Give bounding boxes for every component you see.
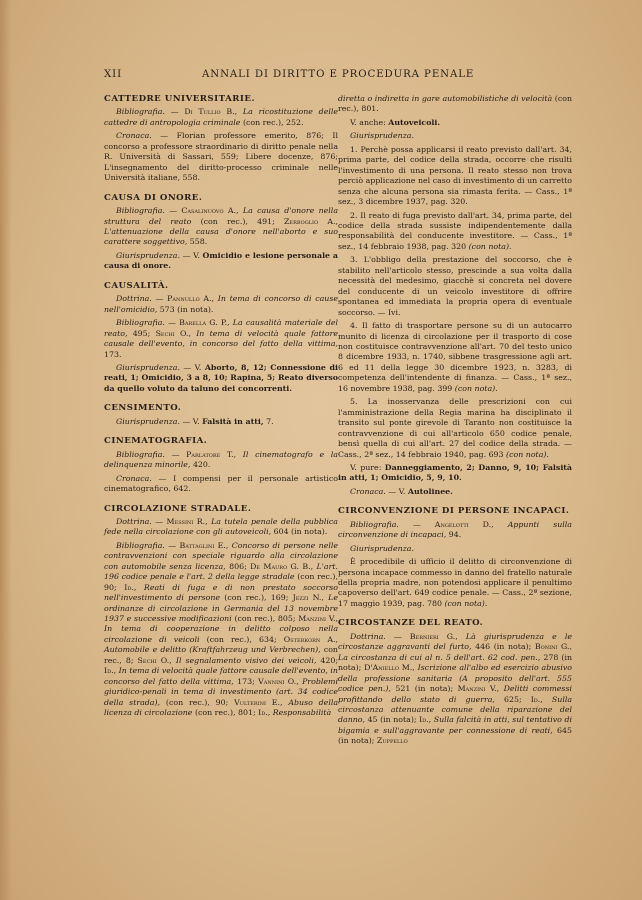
heading-censimento: CENSIMENTO. — [104, 403, 182, 414]
entry-cattedre-cronaca: Cronaca. — Florian professore emerito, 876; Il concorso a professore straordinario di diritto penale nella R. Università di Sassari, 559; Libere docenze, 876; L'insegnamento del diritto-processo criminale nelle Università italiane, 558. — [104, 131, 338, 183]
entry-causa-giurisprudenza: Giurisprudenza. — V. Omicidio e lesione personale a causa di onore. — [104, 250, 339, 271]
page-edge-shadow — [0, 0, 12, 900]
entry-circolazione-dottrina: Dottrina. — Messini R., La tutela penale della pubblica fede nella circolazione con gli autoveicoli, 604 (in nota). — [104, 516, 338, 537]
entry-cinematografia-cronaca: Cronaca. — I compensi per il personale artistico cinematografico, 642. — [104, 473, 338, 494]
entry-circolazione-see-also: V. anche: Autoveicoli. — [350, 117, 441, 127]
heading-cinematografia: CINEMATOGRAFIA. — [104, 436, 208, 447]
heading-circonvenzione: CIRCONVENZIONE DI PERSONE INCAPACI. — [338, 506, 570, 517]
heading-circolazione-stradale: CIRCOLAZIONE STRADALE. — [104, 503, 252, 514]
label-giurisprudenza: Giurisprudenza. — [350, 131, 414, 141]
entry-circolazione-bibliografia: Bibliografia. — Battaglini E., Concorso di persone nelle contravvenzioni con speciale riguardo alla circolazione con automobile senza licenza, 806; De Mauro G. B., L'art. 196 codice penale e l'art. 2 della legge stradale (con rec.), 90; Id., Reati di fuga e di non prestato soccorso nell'investimento di persone (con rec.), 169; Jezzi N., Le ordinanze di circolazione in Germania del 13 novembre 1937 e successive modificazioni (con rec.), 805; Manzini V., In tema di cooperazione in delitto colposo nella circolazione di veicoli (con rec.), 634; Osterkorn A., Automobile e delitto (Kraftfahrzeug und Verbrechen), con rec., 8; Sechi O., Il segnalamento visivo dei veicoli, 420; Id., In tema di velocità quale fattore causale dell'evento, in concorso del fatto della vittima, 173; Vannini O., Problemi giuridico-penali in tema di investimento (art. 34 codice della strada), (con rec.), 90; Vulterini E., Abuso della licenza di circolazione (con rec.), 801; Id., Responsabilità — [104, 540, 339, 718]
left-column — [104, 94, 338, 722]
ruling-4: 4. Il fatto di trasportare persone su di un autocarro munito di licenza di circolazione per il trasporto di cose non costituisce contravvenzione all'art. 70 del testo unico 8 dicembre 1933, n. 1740, sibbene trasgressione agli art. 6 ed 11 della legge 30 dicembre 1923, n. 3283, di competenza dell'intendente di finanza. — Cass., 1ª sez., 16 novembre 1938, pag. 399 (con nota). — [338, 321, 572, 393]
right-column — [338, 94, 572, 750]
entry-causalita-giurisprudenza: Giurisprudenza. — V. Aborto, 8, 12; Connessione di reati, 1; Omicidio, 3 a 8, 10; Rapina, 5; Reato diverso da quello voluto da taluno dei concorrenti. — [104, 362, 339, 393]
running-title: ANNALI DI DIRITTO E PROCEDURA PENALE — [202, 69, 475, 80]
heading-causalita: CAUSALITÀ. — [104, 280, 169, 291]
label-circonvenzione-giurisprudenza: Giurisprudenza. — [350, 543, 414, 553]
entry-circolazione-cronaca: Cronaca. — V. Autolinee. — [350, 486, 453, 496]
entry-circolazione-continued: diretta o indiretta in gare automobilistiche di velocità (con rec.), 801. — [338, 94, 572, 114]
entry-causalita-dottrina: Dottrina. — Pannullo A., In tema di concorso di cause nell'omicidio, 573 (in nota). — [104, 294, 338, 314]
ruling-1: 1. Perchè possa applicarsi il reato previsto dall'art. 34, prima parte, del codice della strada, occorre che risulti l'investimento di una persona. Il reato stesso non trova perciò applicazione nel caso di investimento di un carretto senza che alcuna persona sia rimasta ferita. — Cass., 1ª sez., 3 dicembre 1937, pag. 320. — [338, 144, 572, 207]
heading-circostanze: CIRCOSTANZE DEL REATO. — [338, 618, 484, 629]
heading-causa-onore: CAUSA DI ONORE. — [104, 192, 203, 203]
entry-causalita-bibliografia: Bibliografia. — Barella G. P., La causalità materiale del reato, 495; Sechi O., In tema di velocità quale fattore causale dell'evento, in concorso del fatto della vittima, 173. — [104, 318, 338, 359]
entry-cinematografia-bibliografia: Bibliografia. — Parlatore T., Il cinematografo e la delinquenza minorile, 420. — [104, 449, 338, 470]
entry-cattedre-bibliografia: Bibliografia. — Di Tullio B., La ricostituzione delle cattedre di antropologia criminale (con rec.), 252. — [104, 107, 339, 127]
entry-censimento-giurisprudenza: Giurisprudenza. — V. Falsità in atti, 7. — [116, 416, 274, 426]
ruling-3: 3. L'obbligo della prestazione del soccorso, che è stabilito nell'articolo stesso, prescinde a sua volta dalla necessità del medesimo, giacchè si concreta nel dovere del conducente di un veicolo investitore di offrire spontanea ed immediata la propria opera di eventuale soccorso. — Ivi. — [338, 255, 572, 317]
entry-circonvenzione-ruling: È procedibile di ufficio il delitto di circonvenzione di persona incapace commesso in danno del fratello naturale della propria madre, non potendosi applicare il penultimo capoverso dell'art. 649 codice penale. — Cass., 2ª sezione, 17 maggio 1939, pag. 780 (con nota). — [338, 557, 572, 608]
entry-circonvenzione-bibliografia: Bibliografia. — Angelotti D., Appunti sulla circonvenzione di incapaci, 94. — [338, 519, 572, 540]
entry-circolazione-see-too: V. pure: Danneggiamento, 2; Danno, 9, 10; Falsità in atti, 1; Omicidio, 5, 9, 10. — [338, 462, 573, 483]
ruling-5: 5. La inosservanza delle prescrizioni con cui l'amministrazione della Regia marina ha disciplinato il transito sul ponte girevole di Taranto non costituisce la contravvenzione di cui all'articolo 650 codice penale, bensì quella di cui all'art. 27 del codice della strada. — Cass., 2ª sez., 14 febbraio 1940, pag. 693 (con nota). — [338, 397, 572, 459]
page-number: XII — [104, 69, 123, 80]
heading-cattedre: CATTEDRE UNIVERSITARIE. — [104, 94, 255, 104]
entry-causa-bibliografia: Bibliografia. — Casalinuovo A., La causa d'onore nella struttura del reato (con rec.), 491; Zerboglio A., L'attenuazione della causa d'onore nell'aborto e suo carattere soggettivo, 558. — [104, 206, 338, 247]
ruling-2: 2. Il reato di fuga previsto dall'art. 34, prima parte, del codice della strada sussiste indipendentemente dalla responsabilità del conducente investitore. — Cass., 1ª sez., 14 febbraio 1938, pag. 320 (con nota). — [338, 210, 572, 251]
entry-circostanze-dottrina: Dottrina. — Bernieri G., Là giurisprudenza e le circostanze aggravanti del furto, 446 (in nota); Bonini G., La circostanza di cui al n. 5 dell'art. 62 cod. pen., 278 (in nota); D'Aniello M., Iscrizione all'albo ed esercizio abusivo della professione sanitaria (A proposito dell'art. 555 codice pen.), 521 (in nota); Manzini V., Delitti commessi profittando dello stato di guerra, 625; Id., Sulla circostanza attenuante comune della riparazione del danno, 45 (in nota); Id., Sulla falcità in atti, sul tentativo di bigamia e sull'aggravante per connessione di reati, 645 (in nota); Zuppello — [338, 631, 573, 746]
running-header — [104, 69, 574, 83]
